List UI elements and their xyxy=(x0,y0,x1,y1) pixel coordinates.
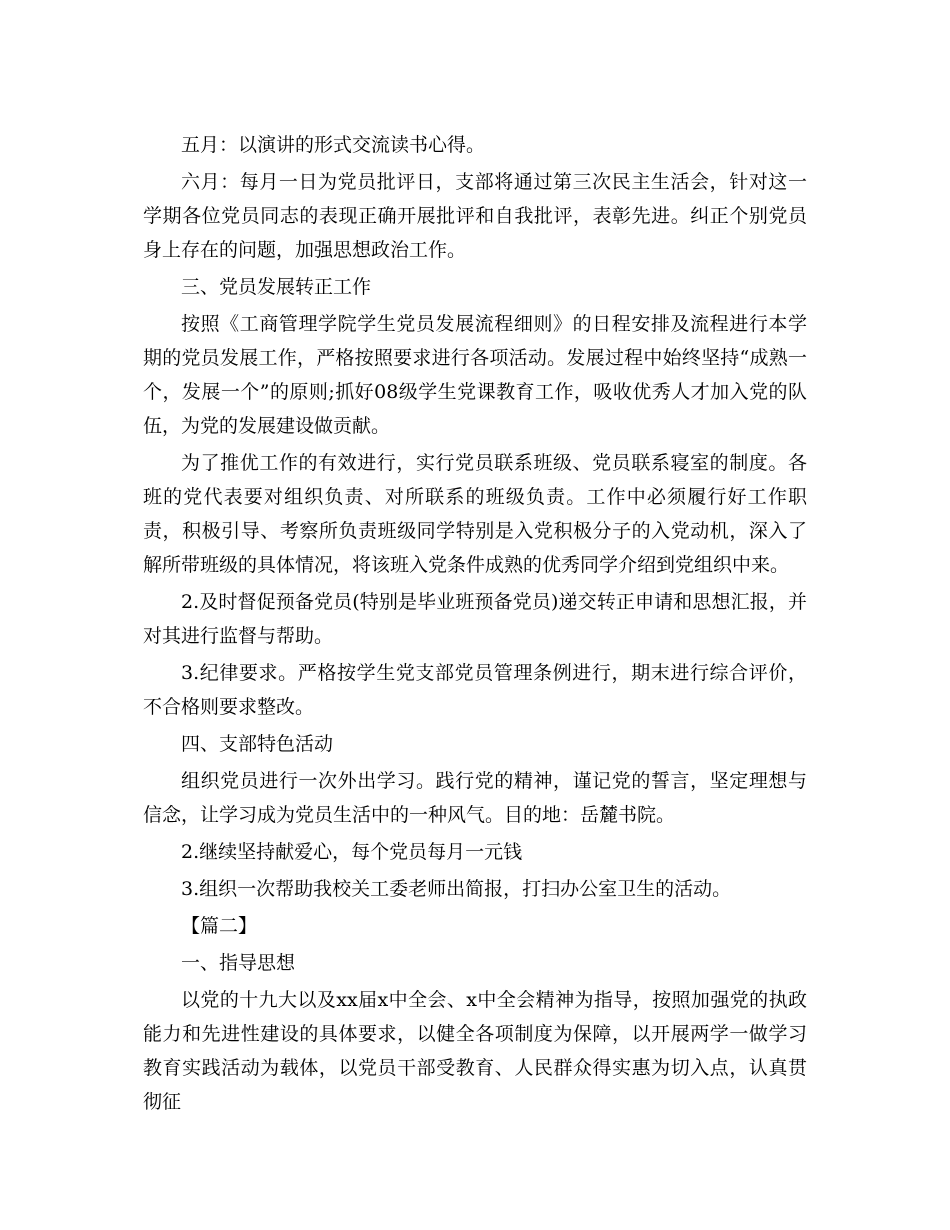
paragraph-may-plan: 五月：以演讲的形式交流读书心得。 xyxy=(181,134,486,156)
document-body xyxy=(143,128,807,1122)
paragraph-development-process: 按照《工商管理学院学生党员发展流程细则》的日程安排及流程进行本学期的党员发展工作，严格按照要求进行各项活动。发展过程中始终坚持“成熟一个，发展一个”的原则;抓好08级学生党课教育工作，吸收优秀人才加入党的队伍，为党的发展建设做贡献。 xyxy=(143,313,807,437)
section-heading-member-development: 三、党员发展转正工作 xyxy=(181,276,372,298)
paragraph-june-plan: 六月：每月一日为党员批评日，支部将通过第三次民主生活会，针对这一学期各位党员同志的表现正确开展批评和自我批评，表彰先进。纠正个别党员身上存在的问题，加强思想政治工作。 xyxy=(143,171,807,261)
paragraph-contact-system: 为了推优工作的有效进行，实行党员联系班级、党员联系寝室的制度。各班的党代表要对组织负责、对所联系的班级负责。工作中必须履行好工作职责，积极引导、考察所负责班级同学特别是入党积极分子的入党动机，深入了解所带班级的具体情况，将该班入党条件成熟的优秀同学介绍到党组织中来。 xyxy=(143,452,807,576)
paragraph-help-activity: 3.组织一次帮助我校关工委老师出简报，打扫办公室卫生的活动。 xyxy=(181,878,732,900)
paragraph-study-trip: 组织党员进行一次外出学习。践行党的精神，谨记党的誓言，坚定理想与信念，让学习成为党员生活中的一种风气。目的地：岳麓书院。 xyxy=(143,770,807,826)
paragraph-donation: 2.继续坚持献爱心，每个党员每月一元钱 xyxy=(181,841,523,863)
paragraph-probationary-members: 2.及时督促预备党员(特别是毕业班预备党员)递交转正申请和思想汇报，并对其进行监督与帮助。 xyxy=(143,591,807,647)
paragraph-guiding-ideology: 以党的十九大以及xx届x中全会、x中全会精神为指导，按照加强党的执政能力和先进性建设的具体要求，以健全各项制度为保障，以开展两学一做学习教育实践活动为载体，以党员干部受教育、人民群众得实惠为切入点，认真贯彻征 xyxy=(143,989,807,1113)
paragraph-discipline: 3.纪律要求。严格按学生党支部党员管理条例进行，期末进行综合评价，不合格则要求整改。 xyxy=(143,662,807,718)
part-two-heading: 【篇二】 xyxy=(181,915,258,937)
section-heading-guiding-ideology: 一、指导思想 xyxy=(181,952,296,974)
section-heading-special-activities: 四、支部特色活动 xyxy=(181,733,334,755)
